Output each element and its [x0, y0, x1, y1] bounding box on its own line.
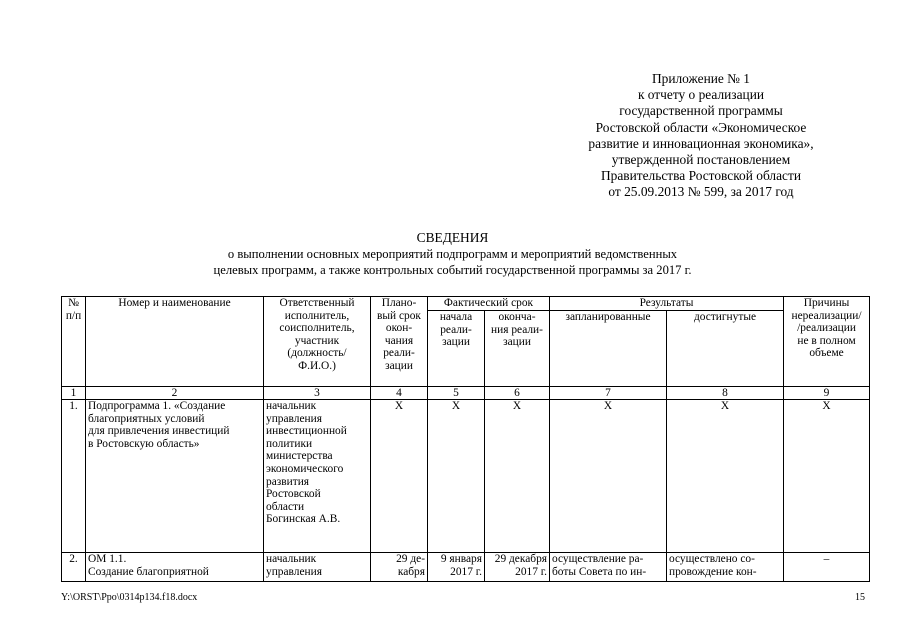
cell-end: X: [485, 400, 550, 553]
header-results-achieved: достигнутые: [667, 311, 784, 387]
header-results: Результаты: [550, 297, 784, 311]
column-number: 1: [62, 387, 86, 400]
document-heading: СВЕДЕНИЯ: [416, 230, 489, 245]
cell-results-planned: осуществление ра- боты Совета по ин-: [550, 553, 667, 582]
cell-num: 1.: [62, 400, 86, 553]
appendix-line: развитие и инновационная экономика»,: [588, 135, 814, 151]
cell-executor: начальник управления: [264, 553, 371, 582]
appendix-line: Приложение № 1: [651, 71, 751, 86]
appendix-line: к отчету о реализации: [637, 87, 765, 103]
appendix-line: государственной программы: [619, 103, 783, 119]
header-reasons: Причины нереализации/ /реализации не в полном объеме: [784, 297, 870, 387]
page-number: 15: [855, 592, 865, 603]
cell-planned: X: [371, 400, 428, 553]
document-subtitle-line-1: о выполнении основных мероприятий подпрограмм и мероприятий ведомственных: [227, 247, 678, 261]
appendix-line: Ростовской области «Экономическое: [595, 119, 807, 135]
cell-start: 9 января 2017 г.: [428, 553, 485, 582]
column-number: 8: [667, 387, 784, 400]
cell-end: 29 декабря 2017 г.: [485, 553, 550, 582]
appendix-line: утвержденной постановлением: [611, 152, 791, 168]
appendix-line: Правительства Ростовской области: [600, 168, 802, 184]
header-name: Номер и наименование: [86, 297, 264, 387]
cell-num: 2.: [62, 553, 86, 582]
header-planned-term: Плано- вый срок окон- чания реали- зации: [371, 297, 428, 387]
appendix-block: [560, 71, 842, 201]
table-row: [62, 553, 870, 582]
header-results-planned: запланированные: [550, 311, 667, 387]
footer-file-path: Y:\ORST\Ppo\0314p134.f18.docx: [61, 592, 198, 603]
cell-executor: начальник управления инвестиционной политики министерства экономического развития Ростовской области Богинская А.В.: [264, 400, 371, 553]
cell-name: ОМ 1.1. Создание благоприятной: [86, 553, 264, 582]
table-row: [62, 400, 870, 553]
column-number: 5: [428, 387, 485, 400]
header-actual-start: начала реали- зации: [428, 311, 485, 387]
column-number: 7: [550, 387, 667, 400]
cell-results-achieved: X: [667, 400, 784, 553]
cell-planned: 29 де- кабря: [371, 553, 428, 582]
document-subtitle-line-2: целевых программ, а также контрольных событий государственной программы за 2017 г.: [213, 263, 692, 277]
cell-start: X: [428, 400, 485, 553]
cell-name: Подпрограмма 1. «Создание благоприятных условий для привлечения инвестиций в Ростовскую область»: [86, 400, 264, 553]
header-actual-end: оконча- ния реали- зации: [485, 311, 550, 387]
column-number: 9: [784, 387, 870, 400]
header-actual-term: Фактический срок: [428, 297, 550, 311]
header-executor: Ответственный исполнитель, соисполнитель, участник (должность/ Ф.И.О.): [264, 297, 371, 387]
report-table: [61, 296, 870, 582]
cell-reasons: X: [784, 400, 870, 553]
column-number: 3: [264, 387, 371, 400]
cell-reasons: –: [784, 553, 870, 582]
column-numbers-row: [62, 387, 870, 400]
header-num: № п/п: [62, 297, 86, 387]
cell-results-planned: X: [550, 400, 667, 553]
appendix-line: от 25.09.2013 № 599, за 2017 год: [608, 184, 794, 200]
cell-results-achieved: осуществлено со- провождение кон-: [667, 553, 784, 582]
header-row: [62, 297, 870, 311]
column-number: 4: [371, 387, 428, 400]
column-number: 2: [86, 387, 264, 400]
column-number: 6: [485, 387, 550, 400]
